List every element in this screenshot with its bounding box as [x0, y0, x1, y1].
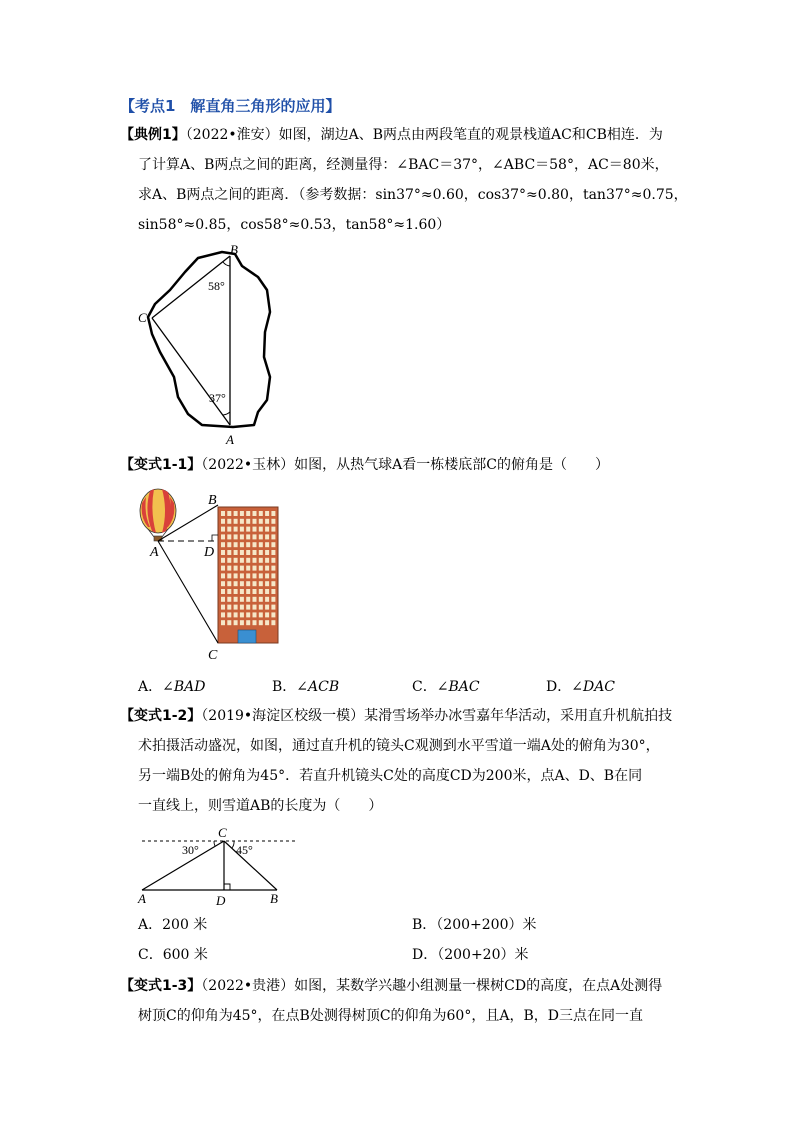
label-c: C: [138, 310, 147, 325]
label-d: D: [216, 893, 226, 907]
building-window: [259, 542, 263, 547]
building-window: [240, 542, 244, 547]
building-window: [253, 620, 257, 625]
building-window: [221, 597, 225, 602]
building-window: [246, 612, 250, 617]
building-window: [259, 597, 263, 602]
building-window: [271, 581, 275, 586]
building-window: [221, 519, 225, 524]
label-b: B: [230, 242, 238, 257]
right-angle-mark: [212, 535, 218, 541]
building-window: [240, 605, 244, 610]
building-window: [227, 511, 231, 516]
building-window: [271, 519, 275, 524]
building-window: [265, 519, 269, 524]
variant1-2-tag: 【变式1-2】: [120, 708, 202, 724]
building-window: [271, 527, 275, 532]
building-window: [253, 566, 257, 571]
variant1-2-line-2: 术拍摄活动盛况，如图，通过直升机的镜头C观测到水平雪道一端A处的俯角为30°，: [138, 738, 660, 754]
building-window: [221, 542, 225, 547]
building-window: [240, 511, 244, 516]
building-window: [271, 597, 275, 602]
building-window: [234, 511, 238, 516]
building-window: [221, 605, 225, 610]
building-window: [227, 612, 231, 617]
building-window: [253, 542, 257, 547]
building-window: [259, 581, 263, 586]
building-window: [271, 542, 275, 547]
building-door: [238, 630, 256, 643]
building-window: [221, 620, 225, 625]
building-window: [259, 573, 263, 578]
building-window: [227, 542, 231, 547]
building-window: [227, 550, 231, 555]
building-window: [253, 612, 257, 617]
building-window: [265, 511, 269, 516]
building-window: [234, 519, 238, 524]
building-window: [259, 527, 263, 532]
label-b: B: [270, 891, 278, 906]
segment-ac: [152, 318, 230, 425]
example1-line-3: 求A、B两点之间的距离．（参考数据：sin37°≈0.60，cos37°≈0.80，tan37°≈0.75，: [138, 187, 688, 203]
building-window: [246, 534, 250, 539]
building-window: [221, 573, 225, 578]
label-c: C: [208, 648, 218, 663]
building-window: [253, 605, 257, 610]
section-title: 【考点1 解直角三角形的应用】: [120, 97, 341, 115]
building-window: [265, 534, 269, 539]
building-window: [246, 527, 250, 532]
building-window: [234, 542, 238, 547]
building-window: [234, 558, 238, 563]
building-window: [271, 589, 275, 594]
building-window: [221, 581, 225, 586]
building-window: [240, 597, 244, 602]
building-window: [227, 573, 231, 578]
angle-b-label: 58°: [208, 279, 225, 293]
building-window: [221, 589, 225, 594]
balloon-figure: [130, 485, 290, 665]
building-window: [271, 573, 275, 578]
building-window: [240, 519, 244, 524]
variant1-2-option-a[interactable]: A．200 米: [138, 917, 208, 933]
building-window: [221, 558, 225, 563]
building-window: [240, 558, 244, 563]
building-window: [221, 527, 225, 532]
building-window: [265, 605, 269, 610]
example1-line-2: 了计算A、B两点之间的距离，经测量得：∠BAC＝37°，∠ABC＝58°，AC＝80米，: [138, 157, 669, 173]
building-window: [265, 581, 269, 586]
building-window: [227, 589, 231, 594]
building-window: [265, 620, 269, 625]
building-window: [271, 558, 275, 563]
building-window: [246, 605, 250, 610]
building-window: [227, 597, 231, 602]
building-window: [234, 589, 238, 594]
building-window: [253, 519, 257, 524]
building-window: [227, 534, 231, 539]
building-window: [253, 534, 257, 539]
label-c: C: [218, 825, 227, 840]
label-a: A: [226, 432, 234, 447]
building-window: [246, 566, 250, 571]
angle-a-label: 37°: [209, 391, 226, 405]
variant1-2-line-4: 一直线上，则雪道AB的长度为（ ）: [138, 798, 383, 814]
building-window: [246, 542, 250, 547]
building-window: [234, 605, 238, 610]
building-window: [259, 519, 263, 524]
building-window: [253, 589, 257, 594]
building-window: [259, 534, 263, 539]
building-window: [227, 519, 231, 524]
building-window: [253, 597, 257, 602]
variant1-3-line-2: 树顶C的仰角为45°，在点B处测得树顶C的仰角为60°，且A，B，D三点在同一直: [138, 1008, 643, 1024]
building-window: [227, 558, 231, 563]
variant1-3-tag: 【变式1-3】: [120, 978, 202, 994]
building-window: [234, 620, 238, 625]
variant1-3-line-1: 【变式1-3】（2022•贵港）如图，某数学兴趣小组测量一棵树CD的高度，在点A处测得: [120, 978, 663, 994]
building-window: [265, 527, 269, 532]
building-window: [221, 534, 225, 539]
building-window: [240, 612, 244, 617]
building-window: [259, 511, 263, 516]
building-window: [221, 612, 225, 617]
building-window: [234, 534, 238, 539]
right-angle-mark: [224, 884, 230, 890]
building-window: [246, 550, 250, 555]
building-window: [240, 534, 244, 539]
angle-30-label: 30°: [182, 843, 199, 857]
variant1-1-option-b[interactable]: B．∠ACB: [272, 679, 340, 695]
building-window: [271, 534, 275, 539]
building-window: [246, 558, 250, 563]
building-window: [246, 511, 250, 516]
building-window: [240, 527, 244, 532]
lake-figure: [130, 242, 280, 447]
variant1-2-line-1: 【变式1-2】（2019•海淀区校级一模）某滑雪场举办冰雪嘉年华活动，采用直升机航拍技: [120, 708, 673, 724]
building-window: [265, 573, 269, 578]
building-window: [246, 573, 250, 578]
variant1-1-option-d[interactable]: D．∠DAC: [546, 679, 616, 695]
variant1-2-option-b[interactable]: B．（200+200）米: [412, 917, 537, 933]
building-window: [265, 597, 269, 602]
building-window: [265, 612, 269, 617]
building-window: [259, 558, 263, 563]
building-window: [221, 511, 225, 516]
label-d: D: [204, 545, 215, 560]
label-b: B: [208, 493, 217, 508]
building-window: [246, 597, 250, 602]
angle-a-arc: [223, 412, 230, 415]
building-window: [221, 566, 225, 571]
building: [218, 507, 278, 643]
variant1-1-option-a[interactable]: A．∠BAD: [138, 679, 206, 695]
building-window: [234, 573, 238, 578]
building-window: [271, 612, 275, 617]
building-window: [253, 558, 257, 563]
building-window: [253, 527, 257, 532]
building-window: [234, 550, 238, 555]
variant1-1-option-c[interactable]: C．∠BAC: [412, 679, 480, 695]
building-window: [240, 581, 244, 586]
building-window: [240, 620, 244, 625]
label-a: A: [150, 545, 159, 560]
variant1-1-line: 【变式1-1】（2022•玉林）如图，从热气球A看一栋楼底部C的俯角是（ ）: [120, 457, 610, 473]
building-window: [246, 581, 250, 586]
building-window: [259, 550, 263, 555]
angle-b-arc: [223, 262, 230, 266]
building-window: [234, 597, 238, 602]
example1-tag: 【典例1】: [120, 127, 186, 143]
building-window: [265, 558, 269, 563]
building-window: [240, 566, 244, 571]
variant1-2-option-d[interactable]: D．（200+20）米: [412, 947, 529, 963]
building-window: [227, 620, 231, 625]
building-window: [265, 566, 269, 571]
building-window: [271, 566, 275, 571]
building-window: [246, 589, 250, 594]
building-window: [259, 566, 263, 571]
building-window: [271, 511, 275, 516]
building-window: [234, 612, 238, 617]
building-window: [221, 550, 225, 555]
building-window: [234, 581, 238, 586]
variant1-1-tag: 【变式1-1】: [120, 457, 202, 473]
building-window: [253, 573, 257, 578]
building-window: [227, 605, 231, 610]
label-a: A: [138, 891, 146, 906]
building-window: [259, 589, 263, 594]
example1-line-4: sin58°≈0.85，cos58°≈0.53，tan58°≈1.60）: [138, 217, 451, 233]
building-window: [265, 542, 269, 547]
building-window: [246, 519, 250, 524]
building-window: [240, 573, 244, 578]
example1-line-1: 【典例1】（2022•淮安）如图，湖边A、B两点由两段笔直的观景栈道AC和CB相连．为: [120, 127, 663, 143]
building-window: [259, 605, 263, 610]
building-window: [234, 566, 238, 571]
building-window: [227, 527, 231, 532]
building-window: [240, 589, 244, 594]
building-window: [253, 581, 257, 586]
building-window: [227, 566, 231, 571]
building-window: [246, 620, 250, 625]
building-window: [227, 581, 231, 586]
variant1-2-line-3: 另一端B处的俯角为45°．若直升机镜头C处的高度CD为200米，点A、D、B在同: [138, 768, 643, 784]
building-window: [265, 550, 269, 555]
building-window: [271, 605, 275, 610]
building-window: [265, 589, 269, 594]
building-window: [271, 620, 275, 625]
building-window: [253, 550, 257, 555]
building-window: [259, 612, 263, 617]
building-window: [253, 511, 257, 516]
building-window: [234, 527, 238, 532]
building-window: [240, 550, 244, 555]
helicopter-figure: [132, 825, 307, 907]
angle-45-label: 45°: [236, 843, 253, 857]
variant1-2-option-c[interactable]: C．600 米: [138, 947, 208, 963]
building-window: [271, 550, 275, 555]
building-window: [259, 620, 263, 625]
